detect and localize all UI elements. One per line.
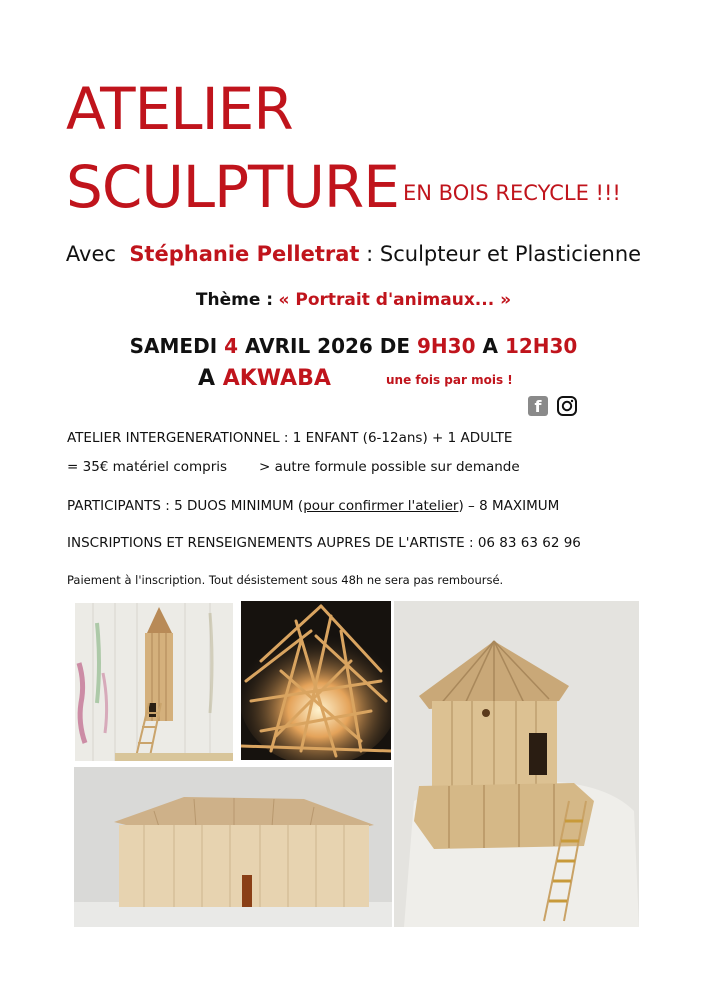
artist-prefix: Avec <box>65 242 116 266</box>
theme-line <box>0 290 707 310</box>
facebook-icon[interactable]: f <box>528 396 548 416</box>
date-day-number: 4 <box>224 334 239 358</box>
subtitle: EN BOIS RECYCLE !!! <box>403 181 621 205</box>
frequency-note: une fois par mois ! <box>386 373 513 387</box>
date-line <box>0 334 707 358</box>
info-other-formula: > autre formule possible sur demande <box>259 459 520 475</box>
artist-role: : Sculpteur et Plasticienne <box>366 242 642 266</box>
info-price-line <box>67 459 520 475</box>
info-participants-post: ) – 8 MAXIMUM <box>458 498 560 514</box>
photo-wooden-tower <box>75 603 233 761</box>
place-a: A <box>198 366 216 391</box>
title-line-atelier: ATELIER <box>66 75 293 143</box>
date-month-year: AVRIL 2026 DE <box>245 334 411 358</box>
info-participants-pre: PARTICIPANTS : 5 DUOS MINIMUM ( <box>67 498 304 514</box>
date-a: A <box>482 334 498 358</box>
date-day-label: SAMEDI <box>129 334 218 358</box>
date-end-time: 12H30 <box>504 334 578 358</box>
photo-round-hut-on-rock <box>394 601 639 927</box>
title-line-sculpture: SCULPTURE <box>66 153 399 221</box>
info-payment-note: Paiement à l'inscription. Tout désistement sous 48h ne sera pas remboursé. <box>67 573 504 587</box>
photo-illuminated-sculpture <box>241 601 391 760</box>
theme-label: Thème : <box>195 290 274 310</box>
info-price: = 35€ matériel compris <box>67 459 228 475</box>
photo-wooden-hut <box>74 767 392 927</box>
artist-line <box>0 242 707 266</box>
date-start-time: 9H30 <box>417 334 476 358</box>
place-line <box>198 366 331 391</box>
info-contact: INSCRIPTIONS ET RENSEIGNEMENTS AUPRES DE L'ARTISTE : 06 83 63 62 96 <box>67 535 581 551</box>
info-participants-underlined: pour confirmer l'atelier <box>303 498 459 514</box>
info-participants <box>67 498 559 514</box>
info-intergenerational: ATELIER INTERGENERATIONNEL : 1 ENFANT (6-12ans) + 1 ADULTE <box>67 430 513 446</box>
instagram-icon[interactable] <box>556 395 578 417</box>
theme-value: « Portrait d'animaux... » <box>278 290 512 310</box>
artist-name: Stéphanie Pelletrat <box>129 242 360 266</box>
place-name: AKWABA <box>222 366 331 391</box>
